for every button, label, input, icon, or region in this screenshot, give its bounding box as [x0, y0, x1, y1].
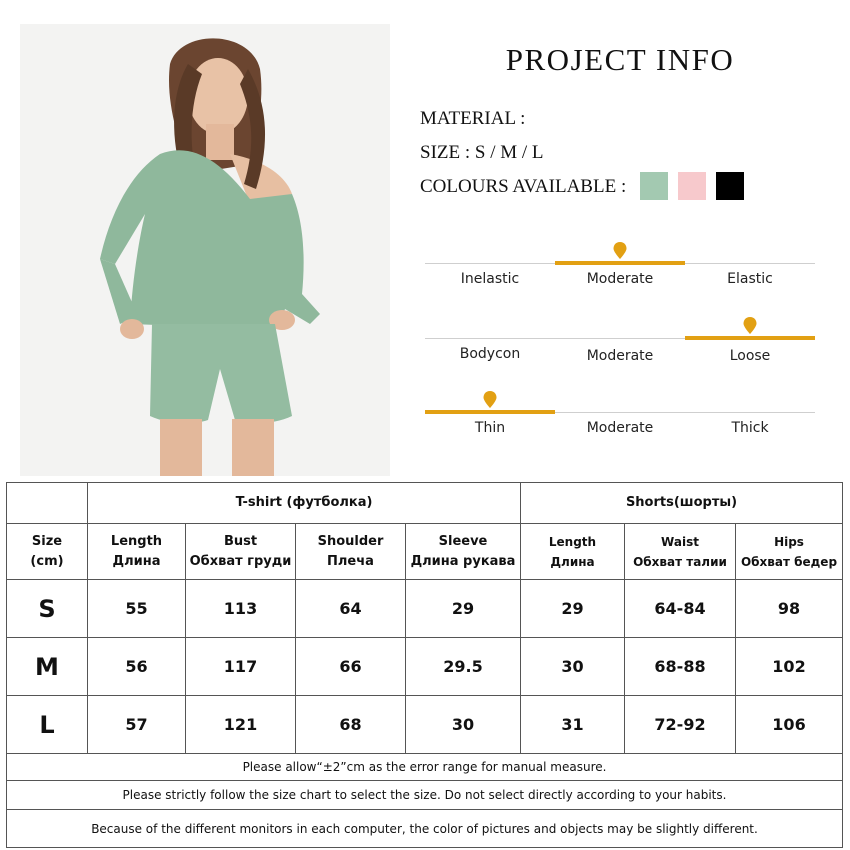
value-cell: 102 — [736, 638, 843, 696]
column-header-shorts-length: Length Длина — [521, 524, 625, 580]
scale-label: Moderate — [586, 420, 654, 436]
table-row — [7, 638, 843, 696]
colour-swatch-pink — [678, 172, 706, 200]
column-header-hips: Hips Обхват бедер — [736, 524, 843, 580]
value-cell: 64-84 — [625, 580, 736, 638]
column-header-waist: Waist Обхват талии — [625, 524, 736, 580]
scale-label: Moderate — [586, 271, 654, 287]
column-header-sleeve: Sleeve Длина рукава — [406, 524, 521, 580]
scale-label: Bodycon — [459, 346, 521, 362]
column-header-size: Size (cm) — [7, 524, 88, 580]
value-cell: 29 — [521, 580, 625, 638]
table-row — [7, 696, 843, 754]
empty-header-cell — [7, 483, 88, 524]
scale-label: Moderate — [586, 348, 654, 364]
note-error-range: Please allow“±2”cm as the error range for manual measure. — [7, 754, 843, 781]
note-monitor-color: Because of the different monitors in each computer, the color of pictures and objects may be slightly different. — [7, 810, 843, 848]
location-pin-icon — [740, 316, 760, 336]
thickness-scale — [425, 412, 815, 492]
value-cell: 29 — [406, 580, 521, 638]
value-cell: 30 — [406, 696, 521, 754]
value-cell: 106 — [736, 696, 843, 754]
value-cell: 98 — [736, 580, 843, 638]
value-cell: 66 — [296, 638, 406, 696]
location-pin-icon — [480, 390, 500, 410]
size-cell: M — [7, 638, 88, 696]
value-cell: 31 — [521, 696, 625, 754]
value-cell: 30 — [521, 638, 625, 696]
size-line: SIZE : S / M / L — [420, 142, 544, 163]
value-cell: 56 — [88, 638, 186, 696]
value-cell: 68 — [296, 696, 406, 754]
value-cell: 113 — [186, 580, 296, 638]
table-row — [7, 580, 843, 638]
material-label: MATERIAL : — [420, 108, 526, 129]
value-cell: 55 — [88, 580, 186, 638]
scale-label: Elastic — [727, 271, 773, 287]
location-pin-icon — [610, 241, 630, 261]
value-cell: 29.5 — [406, 638, 521, 696]
note-follow-size-chart: Please strictly follow the size chart to select the size. Do not select directly according to your habits. — [7, 781, 843, 810]
project-info-title: PROJECT INFO — [505, 42, 735, 77]
value-cell: 57 — [88, 696, 186, 754]
value-cell: 72-92 — [625, 696, 736, 754]
column-header-tshirt-length: Length Длина — [88, 524, 186, 580]
value-cell: 121 — [186, 696, 296, 754]
shorts-header: Shorts(шорты) — [521, 483, 843, 524]
colour-swatch-black — [716, 172, 744, 200]
scale-label: Inelastic — [460, 271, 520, 287]
scale-label: Thin — [474, 420, 506, 436]
colours-label: COLOURS AVAILABLE : — [420, 176, 627, 197]
size-cell: S — [7, 580, 88, 638]
scale-label: Loose — [729, 348, 771, 364]
column-header-bust: Bust Обхват груди — [186, 524, 296, 580]
colour-swatch-green — [640, 172, 668, 200]
column-header-shoulder: Shoulder Плеча — [296, 524, 406, 580]
size-cell: L — [7, 696, 88, 754]
value-cell: 68-88 — [625, 638, 736, 696]
tshirt-header: T-shirt (футболка) — [88, 483, 521, 524]
scale-label: Thick — [731, 420, 769, 436]
size-chart-table — [6, 482, 843, 848]
value-cell: 64 — [296, 580, 406, 638]
product-photo — [20, 24, 390, 476]
value-cell: 117 — [186, 638, 296, 696]
